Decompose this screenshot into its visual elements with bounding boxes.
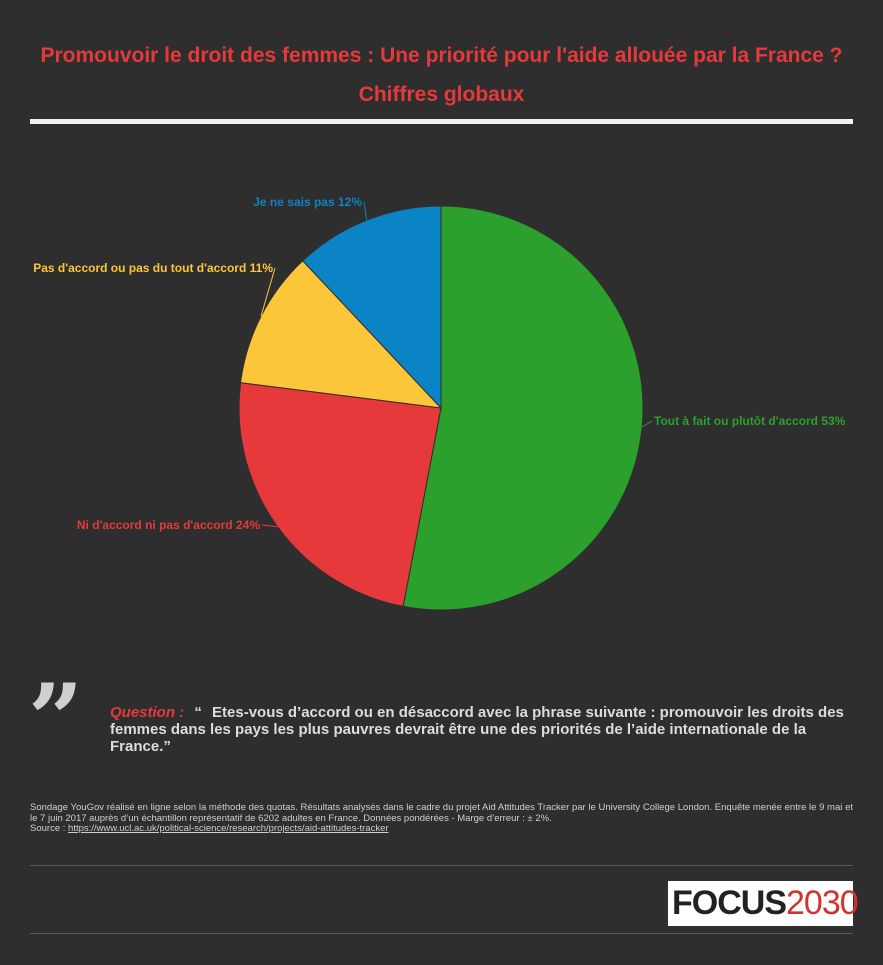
question-label: Question : (110, 704, 185, 721)
footnote-text: Sondage YouGov réalisé en ligne selon la méthode des quotas. Résultats analysés dans le cadre du projet Aid Attitudes Tracker par le University College London. Enquête menée entre le 9 mai et le 7 juin 2017 auprès d’un échantillon représentatif de 6202 adultes en France. Données pondérées - Marge d’erreur : ± 2%. (30, 802, 853, 824)
question-text: Etes-vous d’accord ou en désaccord avec la phrase suivante : promouvoir les droits des femmes dans les pays les plus pauvres devrait être une des priorités de l’aide internationale de la France.” (110, 704, 844, 755)
question-block (110, 704, 845, 755)
focus2030-logo[interactable] (668, 881, 858, 926)
pie-slice-label: Ni d'accord ni pas d'accord 24% (76, 518, 260, 532)
footer-divider-bottom (30, 933, 853, 934)
footer-divider-top (30, 865, 853, 866)
pie-leader-line (262, 525, 278, 527)
quote-icon: ” (28, 663, 84, 776)
pie-chart (0, 140, 883, 640)
logo-text (672, 881, 858, 926)
chart-title-line-1: Promouvoir le droit des femmes : Une priorité pour l'aide allouée par la France ? (40, 44, 843, 67)
chart-title-line-2: Chiffres globaux (358, 83, 525, 106)
pie-leader-line (364, 202, 367, 220)
title-divider (30, 119, 853, 124)
footnote-source (30, 824, 853, 835)
chart-title (20, 36, 863, 114)
question-open-quote: “ (194, 704, 202, 721)
source-link[interactable]: https://www.ucl.ac.uk/political-science/research/projects/aid-attitudes-tracker (68, 823, 389, 834)
pie-slice-label: Pas d'accord ou pas du tout d'accord 11% (33, 261, 273, 275)
pie-slice-label: Je ne sais pas 12% (253, 195, 362, 209)
logo-text-bold: FOCUS (672, 884, 786, 922)
source-label: Source : (30, 823, 66, 834)
pie-slice-label: Tout à fait ou plutôt d'accord 53% (654, 414, 846, 428)
logo-text-number: 2030 (786, 884, 858, 922)
pie-leader-line (642, 421, 652, 427)
footnote (30, 803, 853, 835)
